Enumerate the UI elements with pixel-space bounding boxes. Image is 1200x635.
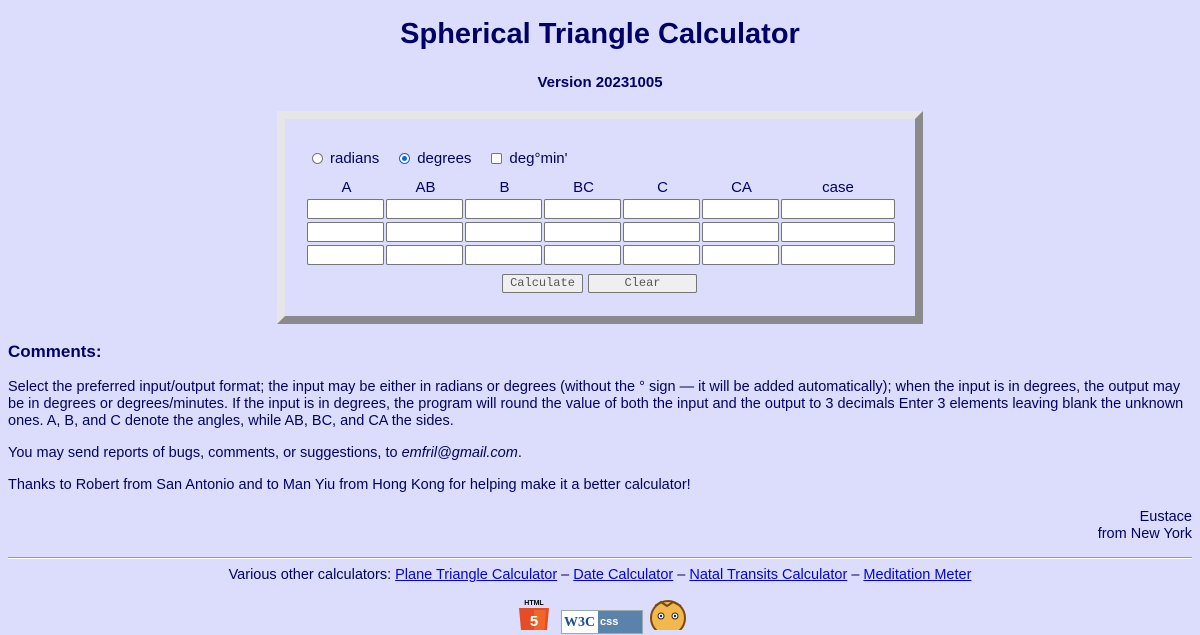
input-b-3[interactable]	[465, 245, 542, 265]
validation-badges	[516, 600, 689, 634]
mascot-badge-icon[interactable]	[647, 600, 689, 630]
radians-radio[interactable]	[312, 153, 323, 164]
input-a-2[interactable]	[307, 222, 384, 242]
column-headers	[307, 179, 897, 199]
footer-sep-1: –	[557, 567, 574, 583]
footer-sep-3: –	[847, 567, 864, 583]
input-row-3	[307, 245, 897, 268]
footer-links	[0, 567, 1200, 583]
css-badge-text: css	[600, 616, 619, 628]
input-a-1[interactable]	[307, 199, 384, 219]
col-header-a: A	[341, 179, 352, 196]
html5-badge-icon[interactable]	[516, 600, 552, 630]
input-c-3[interactable]	[623, 245, 700, 265]
comments-heading: Comments:	[8, 342, 102, 361]
degmin-label: deg°min'	[509, 150, 568, 167]
w3c-css-badge-icon[interactable]	[561, 610, 643, 634]
mascot-face-icon	[647, 600, 689, 630]
contact-period: .	[517, 445, 522, 461]
comments-paragraph-3: Thanks to Robert from San Antonio and to Man Yiu from Hong Kong for helping make it a better calculator!	[8, 477, 691, 493]
signature	[1098, 509, 1192, 543]
input-ab-2[interactable]	[386, 222, 463, 242]
format-options	[312, 150, 587, 167]
degmin-option[interactable]	[491, 150, 567, 167]
page-title: Spherical Triangle Calculator	[400, 18, 800, 50]
input-c-2[interactable]	[623, 222, 700, 242]
natal-transits-link[interactable]: Natal Transits Calculator	[689, 567, 848, 583]
plane-triangle-link[interactable]: Plane Triangle Calculator	[395, 567, 558, 583]
html5-badge-text: HTML	[524, 600, 544, 607]
signature-place: from New York	[1097, 526, 1192, 542]
clear-button[interactable]: Clear	[588, 274, 697, 293]
input-bc-1[interactable]	[544, 199, 621, 219]
radians-label: radians	[330, 150, 380, 167]
comments-paragraph-1: Select the preferred input/output format; the input may be either in radians or degrees (without the ° sign — it will be added automatically); when the input is in degrees, the output may be in degrees or degrees/minutes. If the input is in degrees, the program will round the value of both the input and the output to 3 decimals Enter 3 elements leaving blank the unknown ones. A, B, and C denote the angles, while AB, BC, and CA the sides.	[8, 379, 1184, 429]
input-a-3[interactable]	[307, 245, 384, 265]
degmin-checkbox[interactable]	[491, 153, 502, 164]
input-case-3[interactable]	[781, 245, 895, 265]
comments-paragraph-2	[8, 445, 1194, 462]
input-b-1[interactable]	[465, 199, 542, 219]
col-header-bc: BC	[573, 179, 594, 196]
calculator-panel	[277, 111, 923, 324]
w3c-badge-text: W3C	[564, 615, 596, 630]
input-ab-1[interactable]	[386, 199, 463, 219]
input-ca-1[interactable]	[702, 199, 779, 219]
signature-name: Eustace	[1139, 509, 1192, 525]
col-header-ab: AB	[415, 179, 436, 196]
date-calculator-link[interactable]: Date Calculator	[573, 567, 674, 583]
input-case-2[interactable]	[781, 222, 895, 242]
action-buttons	[502, 274, 697, 293]
radians-option[interactable]	[312, 150, 379, 167]
input-bc-2[interactable]	[544, 222, 621, 242]
col-header-c: C	[657, 179, 668, 196]
footer-prefix: Various other calculators:	[228, 567, 396, 583]
contact-email: emfril@gmail.com	[401, 445, 518, 461]
footer-sep-2: –	[673, 567, 690, 583]
contact-text: You may send reports of bugs, comments, or suggestions, to	[8, 445, 402, 461]
footer-divider	[8, 557, 1192, 559]
meditation-meter-link[interactable]: Meditation Meter	[863, 567, 972, 583]
version-label: Version 20231005	[537, 74, 663, 91]
input-b-2[interactable]	[465, 222, 542, 242]
html5-shield-icon	[516, 608, 552, 630]
input-bc-3[interactable]	[544, 245, 621, 265]
degrees-radio[interactable]	[399, 153, 410, 164]
input-c-1[interactable]	[623, 199, 700, 219]
input-row-2	[307, 222, 897, 245]
calculate-button[interactable]: Calculate	[502, 274, 583, 293]
input-ca-2[interactable]	[702, 222, 779, 242]
input-ca-3[interactable]	[702, 245, 779, 265]
degrees-option[interactable]	[399, 150, 471, 167]
degrees-label: degrees	[417, 150, 472, 167]
col-header-b: B	[499, 179, 510, 196]
svg-text:5: 5	[529, 613, 539, 630]
input-row-1	[307, 199, 897, 222]
col-header-case: case	[822, 179, 854, 196]
input-ab-3[interactable]	[386, 245, 463, 265]
input-case-1[interactable]	[781, 199, 895, 219]
input-grid	[307, 179, 897, 268]
col-header-ca: CA	[731, 179, 752, 196]
